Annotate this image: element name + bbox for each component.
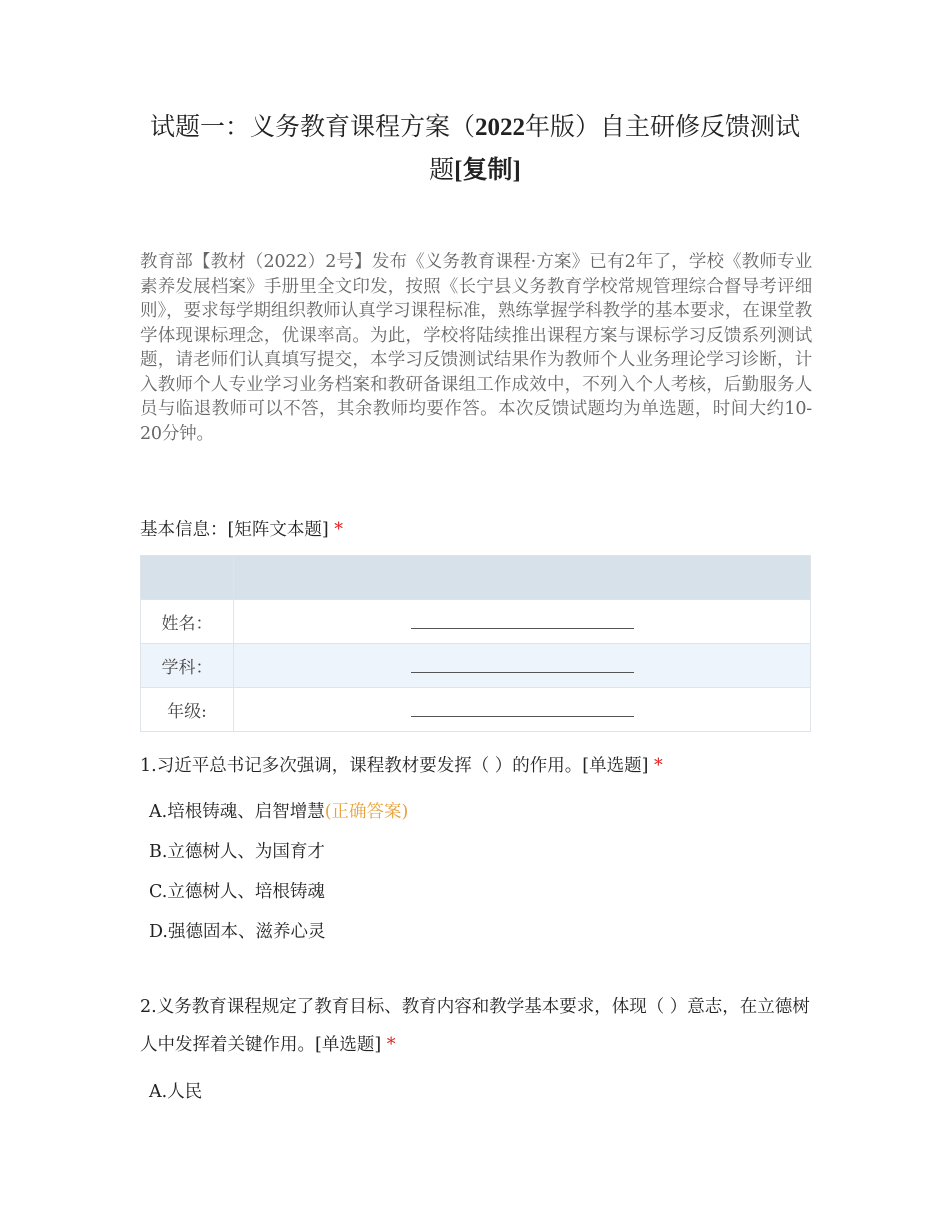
matrix-header-cell <box>234 556 811 600</box>
question-2-option-a[interactable] <box>149 1080 202 1104</box>
page-title <box>140 106 810 192</box>
title-year: 2022 <box>475 114 525 141</box>
question-2-stem: 2.义务教育课程规定了教育目标、教育内容和教学基本要求，体现（ ）意志，在立德树人中发挥着关键作用。[单选题] <box>140 997 810 1055</box>
matrix-header-corner <box>141 556 234 600</box>
question-1-stem: 1.习近平总书记多次强调，课程教材要发挥（ ）的作用。[单选题] <box>140 756 649 776</box>
title-copy-tag: [复制] <box>454 157 521 184</box>
matrix-row <box>141 600 811 644</box>
option-label: A.培根铸魂、启智增慧 <box>149 802 325 822</box>
intro-paragraph: 教育部【教材（2022）2号】发布《义务教育课程·方案》已有2年了，学校《教师专业素养发展档案》手册里全文印发，按照《长宁县义务教育学校常规管理综合督导考评细则》，要求每学期组织教师认真学习课程标准，熟练掌握学科教学的基本要求，在课堂教学体现课标理念，优课率高。为此，学校将陆续推出课程方案与课标学习反馈系列测试题，请老师们认真填写提交，本学习反馈测试结果作为教师个人业务理论学习诊断，计入教师个人专业学习业务档案和教研备课组工作成效中，不列入个人考核，后勤服务人员与临退教师可以不答，其余教师均要作答。本次反馈试题均为单选题，时间大约10-20分钟。 <box>140 252 812 444</box>
matrix-row <box>141 688 811 732</box>
correct-answer-tag: (正确答案) <box>324 802 409 822</box>
name-blank-line[interactable] <box>411 614 634 629</box>
matrix-row-label-grade: 年级: <box>141 688 234 732</box>
option-label: D.强德固本、滋养心灵 <box>149 922 326 942</box>
question-1-option-a[interactable] <box>149 800 408 824</box>
matrix-row <box>141 644 811 688</box>
question-2-text <box>140 988 812 1064</box>
option-label: B.立德树人、为国育才 <box>149 842 325 862</box>
matrix-row-label-subject: 学科： <box>141 644 234 688</box>
option-label: C.立德树人、培根铸魂 <box>149 882 325 902</box>
required-mark: * <box>654 756 663 776</box>
question-1-text <box>140 748 663 784</box>
question-1-option-b[interactable] <box>149 840 325 864</box>
grade-input[interactable] <box>234 688 811 732</box>
subject-blank-line[interactable] <box>411 658 634 673</box>
subject-input[interactable] <box>234 644 811 688</box>
grade-blank-line[interactable] <box>411 702 634 717</box>
basic-info-label <box>140 512 343 548</box>
question-1-option-c[interactable] <box>149 880 325 904</box>
basic-info-text: 基本信息：[矩阵文本题] <box>140 520 329 540</box>
required-mark: * <box>334 520 343 540</box>
option-label: A.人民 <box>149 1082 203 1102</box>
basic-info-matrix <box>140 555 811 732</box>
required-mark: * <box>386 1035 396 1055</box>
question-1-option-d[interactable] <box>149 920 325 944</box>
matrix-row-label-name: 姓名： <box>141 600 234 644</box>
name-input[interactable] <box>234 600 811 644</box>
title-part2: 年版）自主研修反馈测试题 <box>429 112 801 184</box>
title-part1: 试题一：义务教育课程方案（ <box>149 112 475 141</box>
